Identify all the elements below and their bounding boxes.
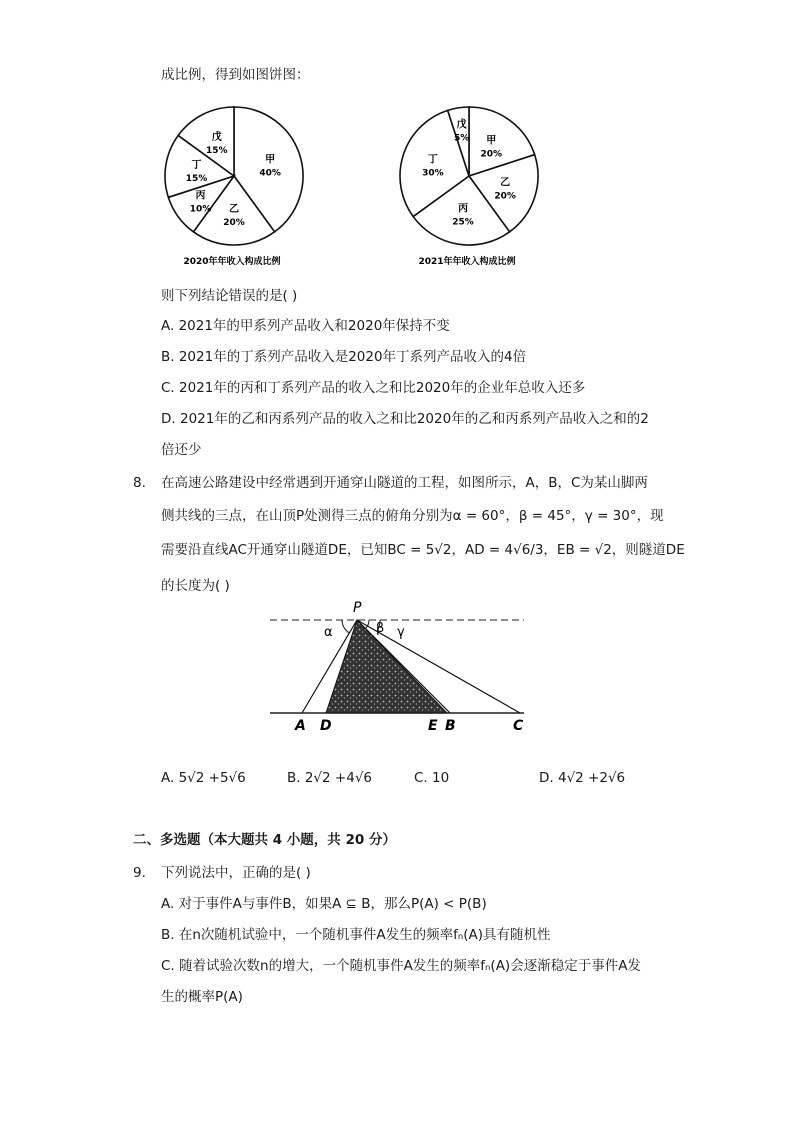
q8-option-b: B. 2√2 +4√6 bbox=[287, 770, 373, 786]
pie-0-value-label-4: 15% bbox=[205, 146, 228, 157]
pie-0-category-label-4: 戊 bbox=[211, 132, 222, 144]
intro-text: 成比例，得到如图饼图： bbox=[161, 67, 310, 83]
pie-1-category-label-4: 戊 bbox=[456, 119, 467, 131]
arc-alpha bbox=[342, 620, 350, 633]
label-A: A bbox=[295, 718, 306, 734]
pie-1-category-label-3: 丁 bbox=[427, 154, 438, 166]
q8-line3: 需要沿直线AC开通穿山隧道DE，已知BC = 5√2，AD = 4√6/3，EB = √2，则隧道DE bbox=[161, 542, 685, 558]
pie-2020-title: 2020年年收入构成比例 bbox=[183, 257, 281, 267]
label-alpha: α bbox=[324, 625, 333, 640]
label-B: B bbox=[445, 718, 456, 734]
label-P: P bbox=[353, 600, 362, 616]
q9-stem: 下列说法中，正确的是( ) bbox=[161, 865, 311, 881]
pie-1-value-label-0: 20% bbox=[480, 149, 503, 160]
pie-2021-title: 2021年年收入构成比例 bbox=[418, 257, 516, 267]
label-gamma: γ bbox=[397, 625, 405, 640]
label-beta: β bbox=[376, 621, 385, 636]
label-C: C bbox=[513, 718, 524, 734]
q9-option-c-cont: 生的概率P(A) bbox=[161, 989, 243, 1005]
q9-number: 9. bbox=[133, 865, 146, 881]
pie-0-category-label-3: 丁 bbox=[191, 160, 202, 172]
q8-option-d: D. 4√2 +2√6 bbox=[539, 770, 626, 786]
q7-option-c: C. 2021年的丙和丁系列产品的收入之和比2020年的企业年总收入还多 bbox=[161, 380, 586, 396]
q7-stem: 则下列结论错误的是( ) bbox=[161, 288, 298, 304]
pie-1-value-label-1: 20% bbox=[494, 191, 516, 202]
q8-option-c: C. 10 bbox=[414, 770, 450, 786]
pie-1-value-label-2: 25% bbox=[452, 217, 474, 228]
pie-1-category-label-2: 丙 bbox=[458, 203, 469, 215]
q8-number: 8. bbox=[133, 475, 146, 491]
q7-option-b: B. 2021年的丁系列产品收入是2020年丁系列产品收入的4倍 bbox=[161, 349, 527, 365]
q7-option-a: A. 2021年的甲系列产品收入和2020年保持不变 bbox=[161, 318, 450, 334]
pie-0-category-label-0: 甲 bbox=[265, 154, 276, 166]
pie-1-category-label-0: 甲 bbox=[486, 135, 497, 147]
pie-0-value-label-3: 15% bbox=[185, 174, 208, 185]
tunnel-diagram bbox=[262, 598, 532, 738]
pie-chart-2021 bbox=[385, 96, 555, 276]
pie-1-category-label-1: 乙 bbox=[500, 177, 511, 189]
pie-1-value-label-4: 5% bbox=[454, 133, 470, 144]
q8-line1: 在高速公路建设中经常遇到开通穿山隧道的工程，如图所示，A，B，C为某山脚两 bbox=[161, 475, 648, 491]
pie-1-value-label-3: 30% bbox=[422, 168, 444, 179]
pie-0-value-label-0: 40% bbox=[259, 168, 281, 179]
section-heading: 二、多选题（本大题共 4 小题，共 20 分） bbox=[133, 832, 396, 848]
mountain-shape bbox=[326, 620, 447, 713]
pie-2020-slices bbox=[165, 107, 303, 245]
q7-option-d-cont: 倍还少 bbox=[161, 442, 202, 458]
pie-chart-2020 bbox=[150, 96, 320, 276]
pie-0-value-label-2: 10% bbox=[189, 204, 212, 215]
q8-option-a: A. 5√2 +5√6 bbox=[161, 770, 246, 786]
q8-line4: 的长度为( ) bbox=[161, 578, 230, 594]
pie-0-category-label-2: 丙 bbox=[195, 190, 206, 202]
pie-0-category-label-1: 乙 bbox=[229, 203, 239, 215]
label-E: E bbox=[428, 718, 438, 734]
label-D: D bbox=[320, 718, 332, 734]
pie-0-value-label-1: 20% bbox=[223, 217, 245, 228]
q7-option-d: D. 2021年的乙和丙系列产品的收入之和比2020年的乙和丙系列产品收入之和的2 bbox=[161, 411, 649, 427]
q8-line2: 侧共线的三点，在山顶P处测得三点的俯角分别为α = 60°，β = 45°，γ = 30°，现 bbox=[161, 508, 664, 524]
q9-option-b: B. 在n次随机试验中，一个随机事件A发生的频率fₙ(A)具有随机性 bbox=[161, 927, 551, 943]
q9-option-c: C. 随着试验次数n的增大，一个随机事件A发生的频率fₙ(A)会逐渐稳定于事件A发 bbox=[161, 958, 641, 974]
q9-option-a: A. 对于事件A与事件B，如果A ⊆ B，那么P(A) < P(B) bbox=[161, 896, 487, 912]
pie-2021-slices bbox=[400, 107, 538, 245]
